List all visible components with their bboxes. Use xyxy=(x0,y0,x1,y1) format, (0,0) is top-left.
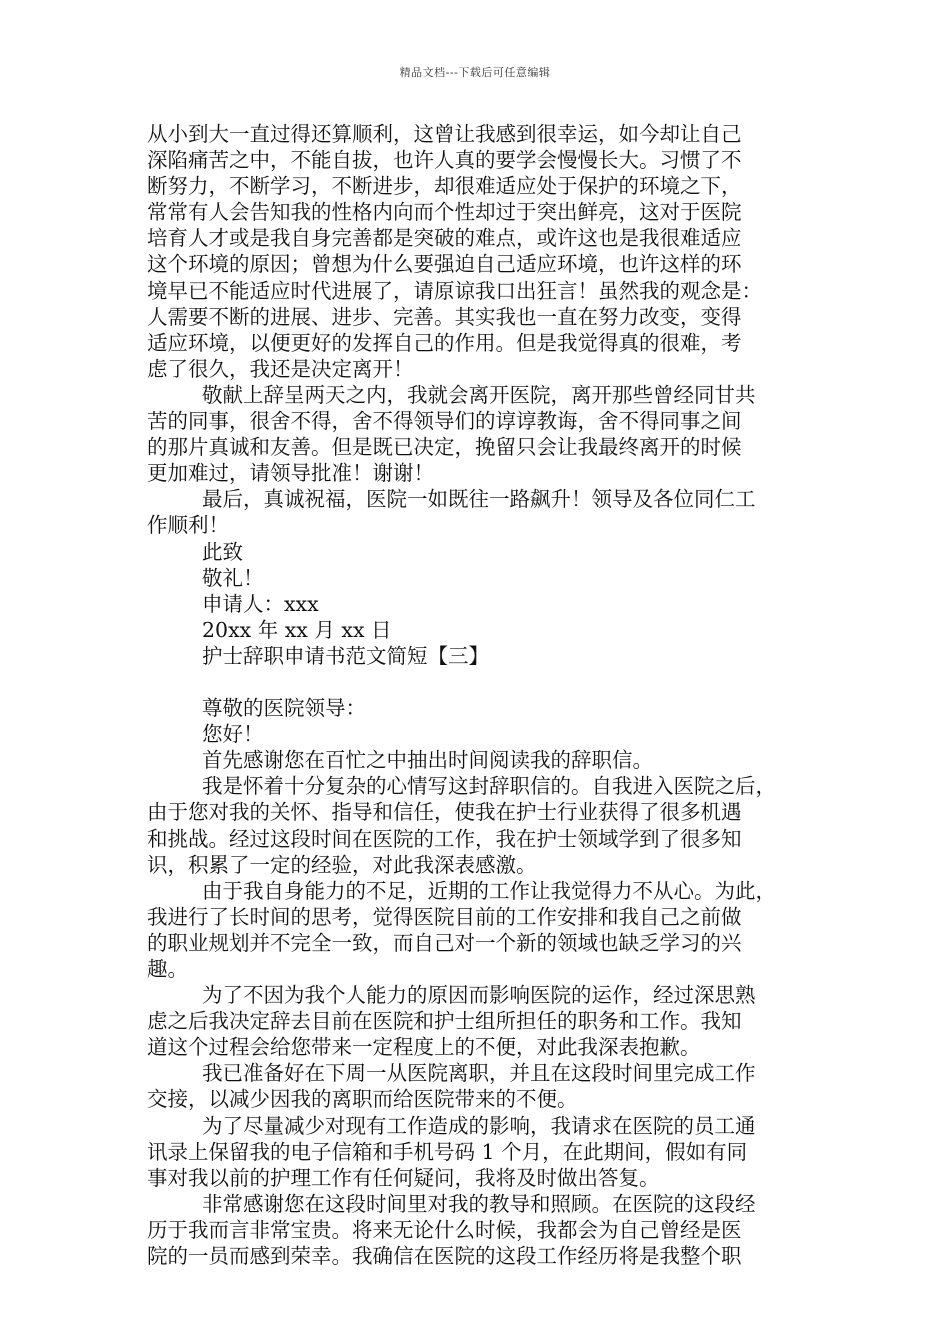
text-line: 事对我以前的护理工作有任何疑问，我将及时做出答复。 xyxy=(147,1165,660,1190)
text-line: 道这个过程会给您带来一定程度上的不便，对此我深表抱歉。 xyxy=(147,1035,701,1060)
text-line: 趣。 xyxy=(147,957,188,981)
text-line: 这个环境的原因；曾想为什么要强迫自己适应环境，也许这样的环 xyxy=(147,252,742,277)
paragraph-start-line: 为了尽量减少对现有工作造成的影响，我请求在医院的员工通 xyxy=(202,1113,756,1138)
closing-salute: 敬礼！ xyxy=(202,565,264,590)
text-line: 和挑战。经过这段时间在医院的工作，我在护士领域学到了很多知 xyxy=(147,826,742,851)
document-body xyxy=(147,121,827,1269)
paragraph-start-line: 由于我自身能力的不足，近期的工作让我觉得力不从心。为此， xyxy=(202,878,776,903)
page-header: 精品文档---下载后可任意编辑 xyxy=(399,66,551,79)
paragraph-start-line: 为了不因为我个人能力的原因而影响医院的运作，经过深思熟 xyxy=(202,983,756,1008)
text-line: 苦的同事，很舍不得，舍不得领导们的谆谆教诲，舍不得同事之间 xyxy=(147,409,742,434)
greeting-line: 您好！ xyxy=(202,722,264,747)
paragraph-start-line: 非常感谢您在这段时间里对我的教导和照顾。在医院的这段经 xyxy=(202,1191,756,1216)
paragraph-start-line: 我已准备好在下周一从医院离职，并且在这段时间里完成工作 xyxy=(202,1061,756,1086)
text-line: 历于我而言非常宝贵。将来无论什么时候，我都会为自己曾经是医 xyxy=(147,1217,742,1242)
text-line: 讯录上保留我的电子信箱和手机号码 1 个月，在此期间，假如有同 xyxy=(147,1139,748,1164)
paragraph-start-line: 最后，真诚祝福，医院一如既往一路飙升！领导及各位同仁工 xyxy=(202,487,756,512)
text-line: 虑了很久，我还是决定离开！ xyxy=(147,356,414,381)
text-line: 适应环境，以便更好的发挥自己的作用。但是我觉得真的很难，考 xyxy=(147,330,742,355)
text-line: 常常有人会告知我的性格内向而个性却过于突出鲜亮，这对于医院 xyxy=(147,200,742,225)
text-line: 人需要不断的进展、进步、完善。其实我也一直在努力改变，变得 xyxy=(147,304,742,329)
text-line: 的职业规划并不完全一致，而自己对一个新的领域也缺乏学习的兴 xyxy=(147,930,742,955)
text-line: 院的一员而感到荣幸。我确信在医院的这段工作经历将是我整个职 xyxy=(147,1244,742,1269)
text-line: 识，积累了一定的经验，对此我深表感激。 xyxy=(147,852,537,877)
text-line: 的那片真诚和友善。但是既已决定，挽留只会让我最终离开的时候 xyxy=(147,435,742,460)
text-line: 作顺利！ xyxy=(147,513,229,538)
text-line: 深陷痛苦之中，不能自拔，也许人真的要学会慢慢长大。习惯了不 xyxy=(147,148,742,173)
text-line: 虑之后我决定辞去目前在医院和护士组所担任的职务和工作。我知 xyxy=(147,1009,742,1034)
text-line: 由于您对我的关怀、指导和信任，使我在护士行业获得了很多机遇 xyxy=(147,800,742,825)
text-line: 交接，以减少因我的离职而给医院带来的不便。 xyxy=(147,1087,578,1112)
text-line: 断努力，不断学习，不断进步，却很难适应处于保护的环境之下， xyxy=(147,174,742,199)
paragraph-start-line: 敬献上辞呈两天之内，我就会离开医院，离开那些曾经同甘共 xyxy=(202,382,756,407)
closing-line: 此致 xyxy=(202,539,243,564)
text-line: 更加难过，请领导批准！谢谢！ xyxy=(147,461,434,486)
blank-line xyxy=(147,669,827,695)
applicant-line: 申请人：xxx xyxy=(202,591,319,616)
text-line: 境早已不能适应时代进展了，请原谅我口出狂言！虽然我的观念是： xyxy=(147,278,762,303)
text-line: 从小到大一直过得还算顺利，这曾让我感到很幸运，如今却让自己 xyxy=(147,122,742,146)
paragraph-start-line: 我是怀着十分复杂的心情写这封辞职信的。自我进入医院之后， xyxy=(202,774,776,799)
paragraph-start-line: 首先感谢您在百忙之中抽出时间阅读我的辞职信。 xyxy=(202,748,653,773)
section-title: 护士辞职申请书范文简短【三】 xyxy=(202,643,489,668)
text-line: 培育人才或是我自身完善都是突破的难点，或许这也是我很难适应 xyxy=(147,226,742,251)
greeting-line: 尊敬的医院领导： xyxy=(202,696,366,721)
date-line: 20xx 年 xx 月 xx 日 xyxy=(202,617,392,642)
text-line: 我进行了长时间的思考，觉得医院目前的工作安排和我自己之前做 xyxy=(147,904,742,929)
